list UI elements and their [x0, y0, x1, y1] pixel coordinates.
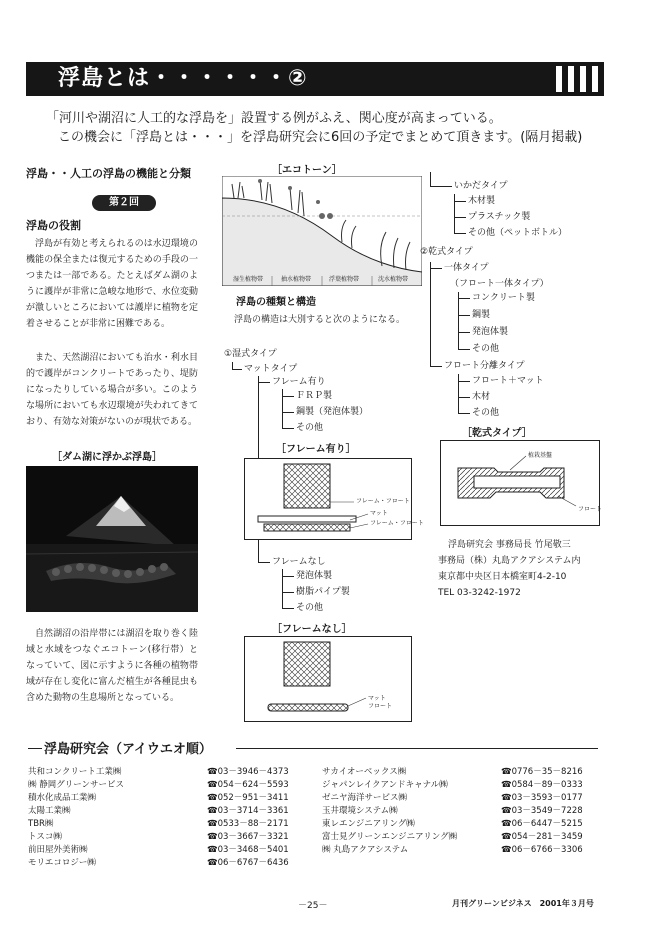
frame-label-3: フレーム・フロート [370, 520, 424, 527]
zone-label-1: 湿生植物帯 [232, 276, 263, 283]
member-tel: ☎06－6447－5215 [501, 818, 583, 829]
member-name: 太陽工業㈱ [28, 805, 71, 816]
ecotone-diagram [222, 176, 422, 286]
integrated-item-4: その他 [472, 344, 500, 354]
separate-item-2: 木材 [472, 392, 491, 402]
types-text: 浮島の構造は大別すると次のようになる。 [234, 315, 406, 325]
types-heading: 浮島の種類と構造 [236, 297, 316, 308]
zone-label-2: 抽水植物帯 [280, 276, 311, 283]
raft-item-1: 木材製 [468, 196, 496, 206]
member-name: サカイオーベックス㈱ [322, 766, 407, 777]
issue-badge: 第２回 [92, 195, 156, 211]
dry-label-1: 植栽基盤 [528, 452, 553, 459]
member-name: 前田屋外美術㈱ [28, 844, 88, 855]
contact-line-1: 浮島研究会 事務局長 竹尾敬三 [448, 540, 571, 550]
member-row [28, 777, 321, 790]
integrated-sub-label: （フロート一体タイプ） [450, 279, 549, 289]
raft-item-3: その他（ペットボトル） [468, 228, 568, 238]
contact-line-4: TEL 03-3242-1972 [438, 588, 521, 598]
contact-line-2: 事務局（株）丸島アクアシステム内 [438, 556, 581, 566]
zone-label-3: 浮葉植物帯 [328, 276, 359, 283]
member-row [28, 842, 321, 855]
member-tel: ☎03－3667－3321 [207, 831, 289, 842]
separate-item-1: フロート＋マット [472, 376, 544, 386]
wet-type-label: ①湿式タイプ [224, 349, 277, 359]
intro-line-2: この機会に「浮島とは・・・」を浮島研究会に6回の予定でまとめて頂きます。(隔月掲載) [58, 130, 583, 145]
member-name: ゼニヤ海洋サービス㈱ [322, 792, 408, 803]
integrated-type-label: 一体タイプ [444, 263, 489, 273]
member-row [28, 790, 321, 803]
ecotone-caption: ［エコトーン］ [272, 165, 342, 176]
photo-caption: ［ダム湖に浮かぶ浮島］ [52, 452, 162, 463]
frame-yes-label: フレーム有り [272, 377, 326, 387]
member-name: 富士見グリーンエンジニアリング㈱ [322, 831, 458, 842]
role-paragraph-1: 浮島が有効と考えられるのは水辺環境の機能の保全または復元するための手段の一つまたは一部である。たとえばダム湖のように護岸が非常に急峻な地形で、水位変動が激しいところにおいては護岸に植物を定着させることが非常に困難である。 [26, 239, 198, 329]
ecotone-paragraph: 自然湖沼の沿岸帯には湖沼を取り巻く陸域と水域をつなぐエコトーン(移行帯）となっていて、図に示すように各種の植物帯域が存在し変化に富んだ植生が各種昆虫も含めた動物の生息場所となっている。 [26, 629, 198, 703]
member-row [322, 790, 610, 803]
dry-label-2: フロート [578, 506, 603, 513]
member-name: トスコ㈱ [28, 831, 62, 842]
member-row [322, 816, 610, 829]
role-paragraph-2: また、天然湖沼においても治水・利水目的で護岸がコンクリートであったり、堤防になったりしている場合が多い。このような場所においても水辺環境が失われてきており、有効な対策がないのが現状である。 [26, 353, 198, 427]
dam-lake-photo [26, 466, 198, 612]
members-table-right [322, 764, 610, 855]
raft-type-label: いかだタイプ [454, 181, 508, 191]
members-title: 浮島研究会（アイウエオ順） [44, 742, 212, 757]
members-table-left [28, 764, 321, 868]
member-name: TBR㈱ [28, 818, 54, 829]
dry-type-label: ②乾式タイプ [420, 247, 473, 257]
integrated-item-3: 発泡体製 [472, 327, 509, 337]
frame-no-label-1: マット [368, 695, 386, 702]
member-tel: ☎0584－89－0333 [501, 779, 583, 790]
member-tel: ☎03－3593－0177 [501, 792, 583, 803]
member-tel: ☎03－3468－5401 [207, 844, 289, 855]
member-row [28, 816, 321, 829]
member-tel: ☎052－951－3411 [207, 792, 289, 803]
member-name: ジャパンレイクアンドキャナル㈱ [322, 779, 448, 790]
member-row [322, 777, 610, 790]
member-name: 共和コンクリート工業㈱ [28, 766, 122, 777]
member-row [28, 829, 321, 842]
publication-name: 月刊グリーンビジネス 2001年３月号 [452, 899, 594, 908]
zone-label-4: 沈水植物帯 [377, 276, 408, 283]
member-tel: ☎054－624－5593 [207, 779, 289, 790]
member-tel: ☎06－6767－6436 [207, 857, 289, 868]
member-row [322, 829, 610, 842]
frame-no-caption: ［フレームなし］ [272, 624, 352, 635]
member-row [322, 803, 610, 816]
frame-yes-caption: ［フレーム有り］ [276, 444, 356, 455]
member-row [28, 855, 321, 868]
member-tel: ☎06－6766－3306 [501, 844, 583, 855]
frame-no-item-3: その他 [296, 603, 324, 613]
frame-yes-item-1: ＦＲＰ製 [296, 391, 333, 401]
separate-type-label: フロート分離タイプ [444, 361, 525, 371]
member-tel: ☎0776－35－8216 [501, 766, 583, 777]
member-tel: ☎03－3549－7228 [501, 805, 583, 816]
member-tel: ☎054－281－3459 [501, 831, 583, 842]
frame-label-2: マット [370, 510, 388, 517]
member-name: 東レエンジニアリング㈱ [322, 818, 415, 829]
member-tel: ☎03－3946－4373 [207, 766, 289, 777]
member-row [28, 803, 321, 816]
separate-item-3: その他 [472, 408, 500, 418]
member-row [322, 764, 610, 777]
role-subheading: 浮島の役割 [26, 219, 81, 232]
intro-line-1: 「河川や湖沼に人工的な浮島を」設置する例がふえ、関心度が高まっている。 [46, 111, 502, 126]
frame-no-label-2: フロート [368, 703, 393, 710]
member-name: 積水化成品工業㈱ [28, 792, 97, 803]
frame-yes-item-2: 鋼製（発泡体製） [296, 407, 369, 417]
member-name: ㈱ 丸島アクアシステム [322, 844, 409, 855]
left-heading: 浮島・・人工の浮島の機能と分類 [26, 167, 191, 180]
integrated-item-2: 鋼製 [472, 310, 491, 320]
member-row [28, 764, 321, 777]
frame-label-1: フレーム・フロート [356, 498, 410, 505]
member-tel: ☎0533－88－2171 [207, 818, 289, 829]
integrated-item-1: コンクリート製 [472, 293, 535, 303]
banner-stripes [550, 62, 610, 96]
mat-type-label: マットタイプ [244, 364, 298, 374]
member-name: ㈱ 静岡グリーンサービス [28, 779, 125, 790]
page-title: 浮島とは・・・・・・② [58, 66, 308, 91]
page-number: －25－ [298, 901, 328, 911]
member-row [322, 842, 610, 855]
frame-yes-item-3: その他 [296, 423, 324, 433]
member-name: 玉井環境システム㈱ [322, 805, 398, 816]
member-name: モリエコロジー㈱ [28, 857, 96, 868]
dry-type-diagram [440, 440, 603, 526]
frame-no-item-1: 発泡体製 [296, 571, 333, 581]
member-tel: ☎03－3714－3361 [207, 805, 289, 816]
dry-type-caption: ［乾式タイプ］ [462, 428, 532, 439]
contact-line-3: 東京都中央区日本橋室町4-2-10 [438, 572, 567, 582]
frame-no-item-2: 樹脂パイプ製 [296, 587, 350, 597]
raft-item-2: プラスチック製 [468, 212, 531, 222]
frame-no-label: フレームなし [272, 557, 326, 567]
